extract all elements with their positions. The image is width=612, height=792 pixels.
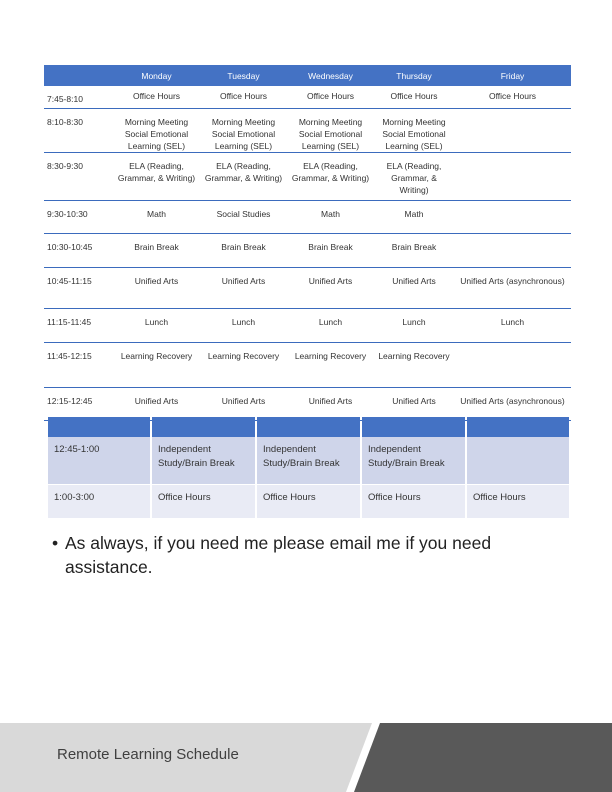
schedule-cell	[467, 437, 569, 485]
schedule-row	[44, 108, 571, 152]
schedule-cell	[454, 108, 571, 152]
assistance-note-text: As always, if you need me please email me if you need assistance.	[65, 533, 492, 577]
schedule-cell: Math	[113, 200, 200, 233]
schedule-cell: Independent Study/Brain Break	[362, 437, 465, 485]
schedule-row	[44, 86, 571, 108]
schedule-cell: Lunch	[287, 308, 374, 342]
day-header-monday: Monday	[113, 65, 200, 86]
schedule-cell	[454, 342, 571, 387]
schedule-cell: Office Hours	[113, 86, 200, 108]
schedule-cell: Morning Meeting Social Emotional Learning (SEL)	[113, 108, 200, 152]
afternoon-header-cell	[48, 417, 150, 437]
schedule-cell: Morning Meeting Social Emotional Learning (SEL)	[287, 108, 374, 152]
schedule-cell: Office Hours	[362, 485, 465, 519]
footer-title: Remote Learning Schedule	[57, 746, 239, 763]
afternoon-header-row	[48, 417, 569, 437]
schedule-row	[44, 152, 571, 200]
schedule-row	[44, 308, 571, 342]
afternoon-header-cell	[152, 417, 255, 437]
schedule-table	[44, 65, 571, 421]
schedule-cell: Morning Meeting Social Emotional Learning (SEL)	[200, 108, 287, 152]
schedule-cell: Unified Arts	[200, 267, 287, 308]
footer-dark-shape	[354, 723, 612, 792]
afternoon-row	[48, 437, 569, 485]
schedule-cell: Social Studies	[200, 200, 287, 233]
schedule-cell: Unified Arts	[200, 387, 287, 420]
schedule-cell: Office Hours	[152, 485, 255, 519]
afternoon-header-cell	[257, 417, 360, 437]
schedule-row	[44, 267, 571, 308]
schedule-cell: Brain Break	[113, 233, 200, 267]
schedule-cell: Learning Recovery	[113, 342, 200, 387]
schedule-cell: Math	[287, 200, 374, 233]
schedule-cell	[454, 233, 571, 267]
schedule-cell: Lunch	[113, 308, 200, 342]
schedule-cell: Learning Recovery	[287, 342, 374, 387]
day-header-wednesday: Wednesday	[287, 65, 374, 86]
afternoon-header-cell	[362, 417, 465, 437]
time-slot: 12:15-12:45	[44, 387, 113, 420]
day-header-thursday: Thursday	[374, 65, 454, 86]
schedule-cell: Lunch	[200, 308, 287, 342]
schedule-cell: Brain Break	[374, 233, 454, 267]
schedule-cell: Morning Meeting Social Emotional Learning (SEL)	[374, 108, 454, 152]
schedule-cell: Office Hours	[257, 485, 360, 519]
schedule-cell: Learning Recovery	[374, 342, 454, 387]
schedule-cell: Independent Study/Brain Break	[257, 437, 360, 485]
time-slot: 1:00-3:00	[48, 485, 150, 519]
schedule-cell: Office Hours	[287, 86, 374, 108]
schedule-cell: Lunch	[454, 308, 571, 342]
schedule-cell	[454, 152, 571, 200]
schedule-cell: ELA (Reading, Grammar, & Writing)	[113, 152, 200, 200]
assistance-note	[52, 531, 552, 579]
afternoon-header-cell	[467, 417, 569, 437]
schedule-cell: Office Hours	[200, 86, 287, 108]
schedule-cell: ELA (Reading, Grammar, & Writing)	[287, 152, 374, 200]
day-header-friday: Friday	[454, 65, 571, 86]
time-slot: 10:30-10:45	[44, 233, 113, 267]
schedule-cell: Office Hours	[454, 86, 571, 108]
schedule-cell: Office Hours	[467, 485, 569, 519]
schedule-cell: Brain Break	[200, 233, 287, 267]
time-slot: 12:45-1:00	[48, 437, 150, 485]
time-slot: 8:10-8:30	[44, 108, 113, 152]
schedule-row	[44, 342, 571, 387]
schedule-cell: Brain Break	[287, 233, 374, 267]
schedule-cell: Unified Arts	[113, 387, 200, 420]
day-header-tuesday: Tuesday	[200, 65, 287, 86]
schedule-cell: Lunch	[374, 308, 454, 342]
schedule-table-afternoon	[46, 417, 571, 519]
schedule-cell: ELA (Reading, Grammar, & Writing)	[200, 152, 287, 200]
time-slot: 10:45-11:15	[44, 267, 113, 308]
time-column-header	[44, 65, 113, 86]
schedule-cell: Learning Recovery	[200, 342, 287, 387]
schedule-cell: Math	[374, 200, 454, 233]
schedule-cell	[454, 200, 571, 233]
schedule-cell: Unified Arts (asynchronous)	[454, 387, 571, 420]
schedule-cell: Unified Arts	[287, 387, 374, 420]
schedule-cell: Unified Arts (asynchronous)	[454, 267, 571, 308]
schedule-cell: Independent Study/Brain Break	[152, 437, 255, 485]
schedule-cell: Office Hours	[374, 86, 454, 108]
schedule-cell: Unified Arts	[287, 267, 374, 308]
time-slot: 11:15-11:45	[44, 308, 113, 342]
afternoon-row	[48, 485, 569, 519]
schedule-row	[44, 233, 571, 267]
time-slot: 7:45-8:10	[44, 86, 113, 108]
schedule-row	[44, 387, 571, 420]
schedule-row	[44, 200, 571, 233]
schedule-cell: Unified Arts	[113, 267, 200, 308]
schedule-cell: Unified Arts	[374, 387, 454, 420]
bullet-icon: •	[52, 533, 59, 553]
schedule-header-row	[44, 65, 571, 86]
schedule-cell: ELA (Reading, Grammar, & Writing)	[374, 152, 454, 200]
time-slot: 11:45-12:15	[44, 342, 113, 387]
time-slot: 9:30-10:30	[44, 200, 113, 233]
schedule-cell: Unified Arts	[374, 267, 454, 308]
time-slot: 8:30-9:30	[44, 152, 113, 200]
